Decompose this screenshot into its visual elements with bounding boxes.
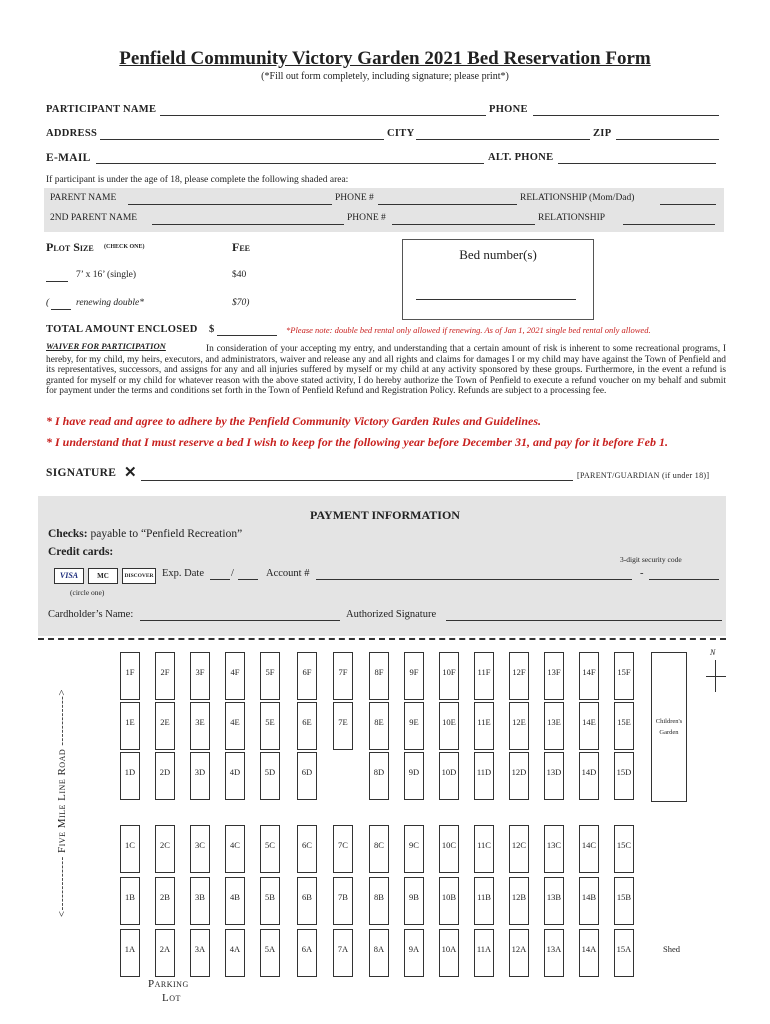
garden-bed-4c: 4C bbox=[225, 825, 245, 873]
bed-number-field[interactable] bbox=[416, 299, 576, 300]
payment-heading: PAYMENT INFORMATION bbox=[310, 508, 460, 522]
cardholder-field[interactable] bbox=[140, 620, 340, 621]
double-bed-note: *Please note: double bed rental only allowed if renewing. As of Jan 1, 2021 single bed rental only allowed. bbox=[286, 325, 651, 335]
city-field[interactable] bbox=[416, 139, 590, 140]
garden-bed-14d: 14D bbox=[579, 752, 599, 800]
minor-note: If participant is under the age of 18, please complete the following shaded area: bbox=[46, 175, 349, 185]
signature-x-icon: ✕ bbox=[124, 465, 137, 481]
double-option-fee: $70) bbox=[232, 298, 250, 308]
garden-bed-11a: 11A bbox=[474, 929, 494, 977]
address-field[interactable] bbox=[100, 139, 384, 140]
garden-bed-2c: 2C bbox=[155, 825, 175, 873]
garden-bed-2f: 2F bbox=[155, 652, 175, 700]
garden-bed-6a: 6A bbox=[297, 929, 317, 977]
page-subtitle: (*Fill out form completely, including signature; please print*) bbox=[261, 71, 509, 82]
garden-bed-13e: 13E bbox=[544, 702, 564, 750]
garden-bed-6f: 6F bbox=[297, 652, 317, 700]
garden-bed-10a: 10A bbox=[439, 929, 459, 977]
visa-card-icon[interactable]: VISA bbox=[54, 568, 84, 584]
garden-bed-15f: 15F bbox=[614, 652, 634, 700]
garden-bed-14c: 14C bbox=[579, 825, 599, 873]
garden-bed-11e: 11E bbox=[474, 702, 494, 750]
garden-bed-6e: 6E bbox=[297, 702, 317, 750]
exp-date-label: Exp. Date bbox=[162, 568, 204, 579]
parent-name-label: PARENT NAME bbox=[50, 193, 117, 203]
cardholder-label: Cardholder’s Name: bbox=[48, 609, 134, 620]
garden-bed-6d: 6D bbox=[297, 752, 317, 800]
garden-bed-12a: 12A bbox=[509, 929, 529, 977]
account-label: Account # bbox=[266, 568, 310, 579]
garden-bed-6c: 6C bbox=[297, 825, 317, 873]
checks-text: payable to “Penfield Recreation” bbox=[90, 528, 243, 540]
phone-label: PHONE bbox=[489, 104, 528, 115]
parent2-phone-label: PHONE # bbox=[347, 213, 386, 223]
garden-bed-5b: 5B bbox=[260, 877, 280, 925]
parent2-name-field[interactable] bbox=[152, 224, 344, 225]
garden-bed-12b: 12B bbox=[509, 877, 529, 925]
relationship2-label: RELATIONSHIP bbox=[538, 213, 606, 223]
checks-label: Checks: bbox=[48, 528, 88, 540]
garden-bed-8b: 8B bbox=[369, 877, 389, 925]
garden-bed-15d: 15D bbox=[614, 752, 634, 800]
participant-name-label: PARTICIPANT NAME bbox=[46, 104, 157, 115]
garden-bed-9b: 9B bbox=[404, 877, 424, 925]
agreement-reserve: * I understand that I must reserve a bed I wish to keep for the following year before December 31, and pay for it before Feb 1. bbox=[46, 435, 668, 449]
garden-bed-7a: 7A bbox=[333, 929, 353, 977]
garden-bed-10c: 10C bbox=[439, 825, 459, 873]
garden-bed-13b: 13B bbox=[544, 877, 564, 925]
double-option-open: ( bbox=[46, 298, 50, 308]
garden-bed-11c: 11C bbox=[474, 825, 494, 873]
garden-bed-7c: 7C bbox=[333, 825, 353, 873]
garden-bed-12c: 12C bbox=[509, 825, 529, 873]
garden-bed-10b: 10B bbox=[439, 877, 459, 925]
garden-bed-9d: 9D bbox=[404, 752, 424, 800]
parent-name-field[interactable] bbox=[128, 204, 332, 205]
garden-bed-10f: 10F bbox=[439, 652, 459, 700]
relationship-label: RELATIONSHIP (Mom/Dad) bbox=[520, 193, 635, 203]
garden-bed-14e: 14E bbox=[579, 702, 599, 750]
garden-bed-10e: 10E bbox=[439, 702, 459, 750]
garden-bed-12f: 12F bbox=[509, 652, 529, 700]
north-label: N bbox=[710, 648, 716, 657]
garden-bed-2b: 2B bbox=[155, 877, 175, 925]
parent2-name-label: 2ND PARENT NAME bbox=[50, 213, 138, 223]
check-one-note: (CHECK ONE) bbox=[104, 244, 145, 250]
total-currency: $ bbox=[209, 324, 215, 335]
relationship-field[interactable] bbox=[660, 204, 716, 205]
garden-bed-10d: 10D bbox=[439, 752, 459, 800]
north-arrow-cross-icon bbox=[706, 676, 726, 677]
email-label: E-MAIL bbox=[46, 152, 91, 164]
waiver-heading: WAIVER FOR PARTICIPATION bbox=[46, 341, 166, 351]
single-option-label: 7’ x 16’ (single) bbox=[76, 270, 137, 280]
garden-bed-15a: 15A bbox=[614, 929, 634, 977]
total-label: TOTAL AMOUNT ENCLOSED bbox=[46, 324, 198, 335]
garden-bed-9a: 9A bbox=[404, 929, 424, 977]
garden-bed-8f: 8F bbox=[369, 652, 389, 700]
garden-bed-12e: 12E bbox=[509, 702, 529, 750]
garden-bed-7e: 7E bbox=[333, 702, 353, 750]
email-field[interactable] bbox=[96, 163, 484, 164]
account-dash: - bbox=[640, 568, 644, 579]
security-code-label: 3-digit security code bbox=[620, 555, 682, 564]
cut-line bbox=[38, 638, 726, 640]
garden-bed-8d: 8D bbox=[369, 752, 389, 800]
garden-bed-13f: 13F bbox=[544, 652, 564, 700]
garden-bed-1d: 1D bbox=[120, 752, 140, 800]
exp-month-field[interactable] bbox=[210, 579, 230, 580]
fee-label: Fee bbox=[232, 240, 251, 254]
address-label: ADDRESS bbox=[46, 128, 98, 139]
single-checkbox-line[interactable] bbox=[46, 281, 68, 282]
exp-year-field[interactable] bbox=[238, 579, 258, 580]
garden-bed-3c: 3C bbox=[190, 825, 210, 873]
authorized-signature-label: Authorized Signature bbox=[346, 609, 437, 620]
garden-bed-11f: 11F bbox=[474, 652, 494, 700]
garden-bed-1f: 1F bbox=[120, 652, 140, 700]
road-label-wrap bbox=[52, 645, 68, 965]
garden-bed-2d: 2D bbox=[155, 752, 175, 800]
garden-bed-12d: 12D bbox=[509, 752, 529, 800]
parking-label: Parking bbox=[148, 978, 189, 990]
participant-name-field[interactable] bbox=[160, 115, 486, 116]
double-checkbox-line[interactable] bbox=[51, 309, 71, 310]
garden-bed-3e: 3E bbox=[190, 702, 210, 750]
page-title: Penfield Community Victory Garden 2021 Bed Reservation Form bbox=[119, 48, 651, 69]
garden-bed-3d: 3D bbox=[190, 752, 210, 800]
garden-bed-11b: 11B bbox=[474, 877, 494, 925]
checks-line bbox=[48, 528, 242, 540]
garden-bed-2a: 2A bbox=[155, 929, 175, 977]
garden-bed-1e: 1E bbox=[120, 702, 140, 750]
garden-bed-1c: 1C bbox=[120, 825, 140, 873]
garden-bed-13d: 13D bbox=[544, 752, 564, 800]
zip-field[interactable] bbox=[616, 139, 719, 140]
parent2-phone-field[interactable] bbox=[392, 224, 535, 225]
shed-label: Shed bbox=[663, 944, 680, 954]
garden-bed-14a: 14A bbox=[579, 929, 599, 977]
credit-cards-label: Credit cards: bbox=[48, 546, 114, 558]
garden-bed-13a: 13A bbox=[544, 929, 564, 977]
signature-field[interactable] bbox=[141, 480, 573, 481]
garden-bed-5d: 5D bbox=[260, 752, 280, 800]
garden-bed-14b: 14B bbox=[579, 877, 599, 925]
agreement-rules: * I have read and agree to adhere by the Penfield Community Victory Garden Rules and Guidelines. bbox=[46, 414, 541, 428]
authorized-signature-field[interactable] bbox=[446, 620, 722, 621]
signature-label: SIGNATURE bbox=[46, 467, 117, 479]
garden-bed-9f: 9F bbox=[404, 652, 424, 700]
discover-card-icon[interactable]: DISCOVER bbox=[122, 568, 156, 584]
relationship2-field[interactable] bbox=[623, 224, 715, 225]
account-field[interactable] bbox=[316, 579, 632, 580]
garden-bed-4f: 4F bbox=[225, 652, 245, 700]
mastercard-card-icon[interactable]: MC bbox=[88, 568, 118, 584]
garden-bed-8c: 8C bbox=[369, 825, 389, 873]
garden-bed-1a: 1A bbox=[120, 929, 140, 977]
city-label: CITY bbox=[387, 128, 415, 139]
garden-bed-3a: 3A bbox=[190, 929, 210, 977]
parent-phone-label: PHONE # bbox=[335, 193, 374, 203]
lot-label: Lot bbox=[162, 992, 181, 1004]
garden-bed-5f: 5F bbox=[260, 652, 280, 700]
garden-bed-2e: 2E bbox=[155, 702, 175, 750]
garden-bed-4e: 4E bbox=[225, 702, 245, 750]
garden-bed-8a: 8A bbox=[369, 929, 389, 977]
garden-bed-11d: 11D bbox=[474, 752, 494, 800]
garden-bed-15b: 15B bbox=[614, 877, 634, 925]
childrens-garden-label: Children's Garden bbox=[655, 718, 683, 736]
garden-bed-7f: 7F bbox=[333, 652, 353, 700]
garden-bed-5e: 5E bbox=[260, 702, 280, 750]
garden-bed-5c: 5C bbox=[260, 825, 280, 873]
plot-size-label: Plot Size bbox=[46, 240, 94, 254]
garden-bed-7b: 7B bbox=[333, 877, 353, 925]
circle-one-note: (circle one) bbox=[70, 588, 105, 597]
garden-bed-15e: 15E bbox=[614, 702, 634, 750]
security-code-field[interactable] bbox=[649, 579, 719, 580]
garden-bed-15c: 15C bbox=[614, 825, 634, 873]
phone-field[interactable] bbox=[533, 115, 719, 116]
bed-number-label: Bed number(s) bbox=[459, 247, 537, 262]
garden-bed-1b: 1B bbox=[120, 877, 140, 925]
garden-bed-9c: 9C bbox=[404, 825, 424, 873]
zip-label: ZIP bbox=[593, 128, 612, 139]
alt-phone-label: ALT. PHONE bbox=[488, 152, 554, 163]
garden-bed-3b: 3B bbox=[190, 877, 210, 925]
alt-phone-field[interactable] bbox=[558, 163, 716, 164]
garden-bed-3f: 3F bbox=[190, 652, 210, 700]
exp-separator: / bbox=[231, 568, 234, 579]
double-option-label: renewing double* bbox=[76, 298, 144, 308]
garden-bed-13c: 13C bbox=[544, 825, 564, 873]
garden-bed-9e: 9E bbox=[404, 702, 424, 750]
road-label: <------------- Five Mile Line Road ------------> bbox=[56, 688, 68, 918]
garden-bed-8e: 8E bbox=[369, 702, 389, 750]
waiver-text: In consideration of your accepting my entry, and understanding that a certain amount of risk is inherent to some recreational programs, I hereby, for my child, my heirs, executors, and administrators, waiver and release any and all rights and claims for damages I or my child may have against the Town of Penfield and its representatives, successors, and assigns for any and all injuries suffered by myself or my child at any activity sponsored by these groups. Furthermore, in the event a refund is granted for myself or my child for whatever reason with the above stated activity, I do hereby authorize the Town of Penfield to execute a refund voucher on my behalf and submit for payment under the terms and conditions set forth in the Town of Penfield Refund and Registration Policy. Refunds are subject to a processing fee. bbox=[46, 344, 726, 397]
garden-bed-6b: 6B bbox=[297, 877, 317, 925]
guardian-note: [PARENT/GUARDIAN (if under 18)] bbox=[577, 471, 710, 480]
total-amount-field[interactable] bbox=[217, 335, 277, 336]
garden-bed-4a: 4A bbox=[225, 929, 245, 977]
garden-bed-4d: 4D bbox=[225, 752, 245, 800]
garden-bed-5a: 5A bbox=[260, 929, 280, 977]
garden-bed-4b: 4B bbox=[225, 877, 245, 925]
parent-phone-field[interactable] bbox=[378, 204, 517, 205]
garden-bed-14f: 14F bbox=[579, 652, 599, 700]
single-option-fee: $40 bbox=[232, 270, 247, 280]
